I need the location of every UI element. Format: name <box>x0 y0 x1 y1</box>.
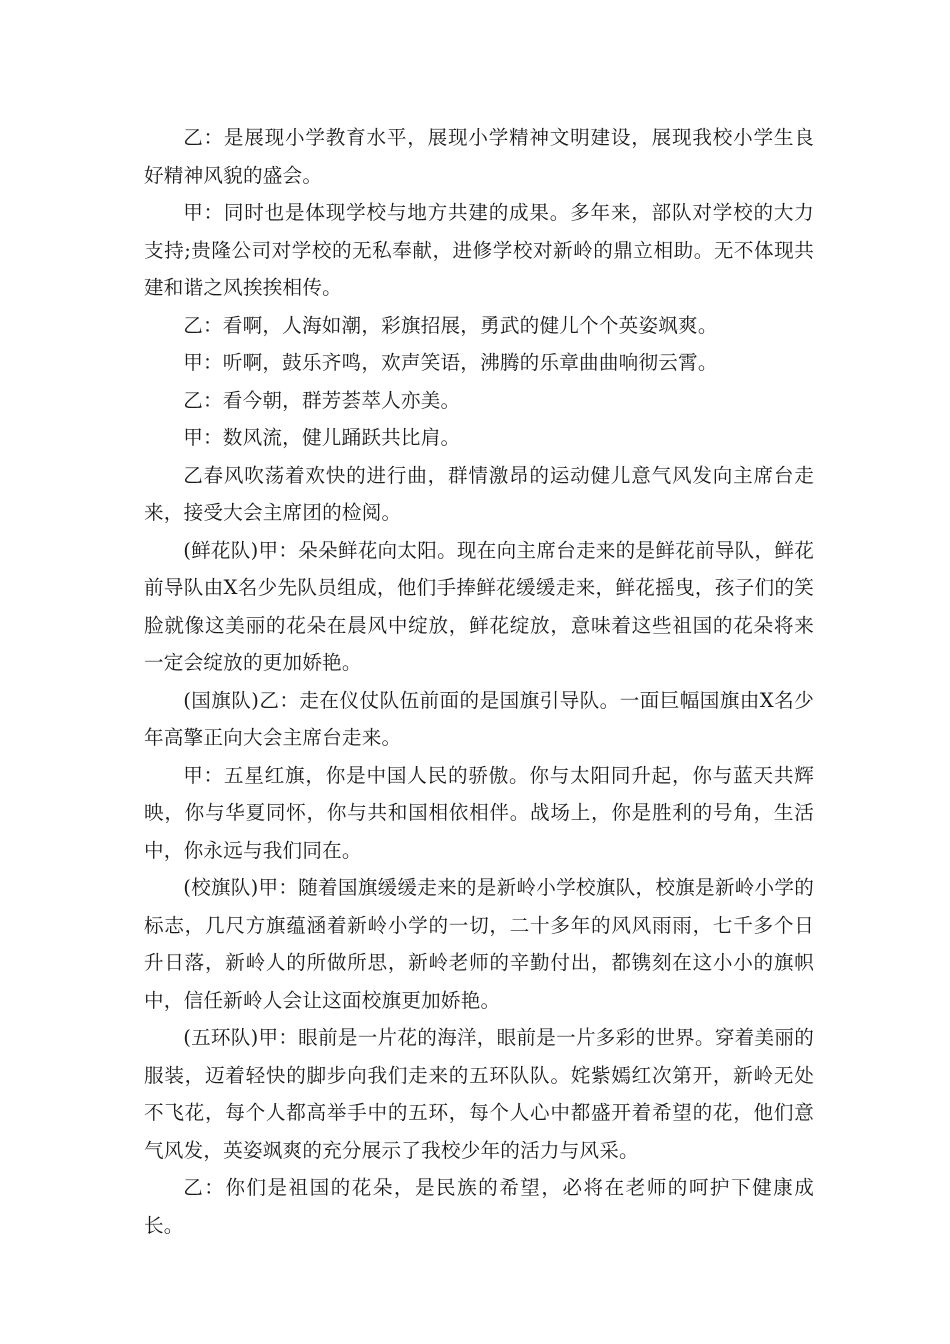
paragraph: 甲：同时也是体现学校与地方共建的成果。多年来，部队对学校的大力支持;贵隆公司对学校的无私奉献，进修学校对新岭的鼎立相助。无不体现共建和谐之风挨挨相传。 <box>144 201 814 299</box>
paragraph: (校旗队)甲：随着国旗缓缓走来的是新岭小学校旗队，校旗是新岭小学的标志，几尺方旗蕴涵着新岭小学的一切，二十多年的风风雨雨，七千多个日升日落，新岭人的所做所思，新岭老师的辛勤付出，都镌刻在这小小的旗帜中，信任新岭人会让这面校旗更加娇艳。 <box>144 876 814 1012</box>
paragraph: 乙：看今朝，群芳荟萃人亦美。 <box>183 388 461 412</box>
paragraph: 乙：是展现小学教育水平，展现小学精神文明建设，展现我校小学生良好精神风貌的盛会。 <box>144 126 814 187</box>
paragraph: (鲜花队)甲：朵朵鲜花向太阳。现在向主席台走来的是鲜花前导队，鲜花前导队由X名少先队员组成，他们手捧鲜花缓缓走来，鲜花摇曳，孩子们的笑脸就像这美丽的花朵在晨风中绽放，鲜花绽放，意味着这些祖国的花朵将来一定会绽放的更加娇艳。 <box>144 538 814 674</box>
paragraph: 乙春风吹荡着欢快的进行曲，群情激昂的运动健儿意气风发向主席台走来，接受大会主席团的检阅。 <box>144 463 814 524</box>
paragraph: 甲：五星红旗，你是中国人民的骄傲。你与太阳同升起，你与蓝天共辉映，你与华夏同怀，你与共和国相依相伴。战场上，你是胜利的号角，生活中，你永远与我们同在。 <box>144 763 814 862</box>
document-body <box>144 119 814 1244</box>
paragraph: (国旗队)乙：走在仪仗队伍前面的是国旗引导队。一面巨幅国旗由X名少年高擎正向大会主席台走来。 <box>144 688 814 749</box>
paragraph: 乙：看啊，人海如潮，彩旗招展，勇武的健儿个个英姿飒爽。 <box>183 313 718 337</box>
paragraph: 甲：数风流，健儿踊跃共比肩。 <box>183 426 461 449</box>
paragraph: (五环队)甲：眼前是一片花的海洋，眼前是一片多彩的世界。穿着美丽的服装，迈着轻快的脚步向我们走来的五环队队。姹紫嫣红次第开，新岭无处不飞花，每个人都高举手中的五环，每个人心中都盛开着希望的花，他们意气风发，英姿飒爽的充分展示了我校少年的活力与风采。 <box>144 1026 814 1162</box>
paragraph: 乙：你们是祖国的花朵，是民族的希望，必将在老师的呵护下健康成长。 <box>144 1176 814 1237</box>
paragraph: 甲：听啊，鼓乐齐鸣，欢声笑语，沸腾的乐章曲曲响彻云霄。 <box>183 351 718 374</box>
